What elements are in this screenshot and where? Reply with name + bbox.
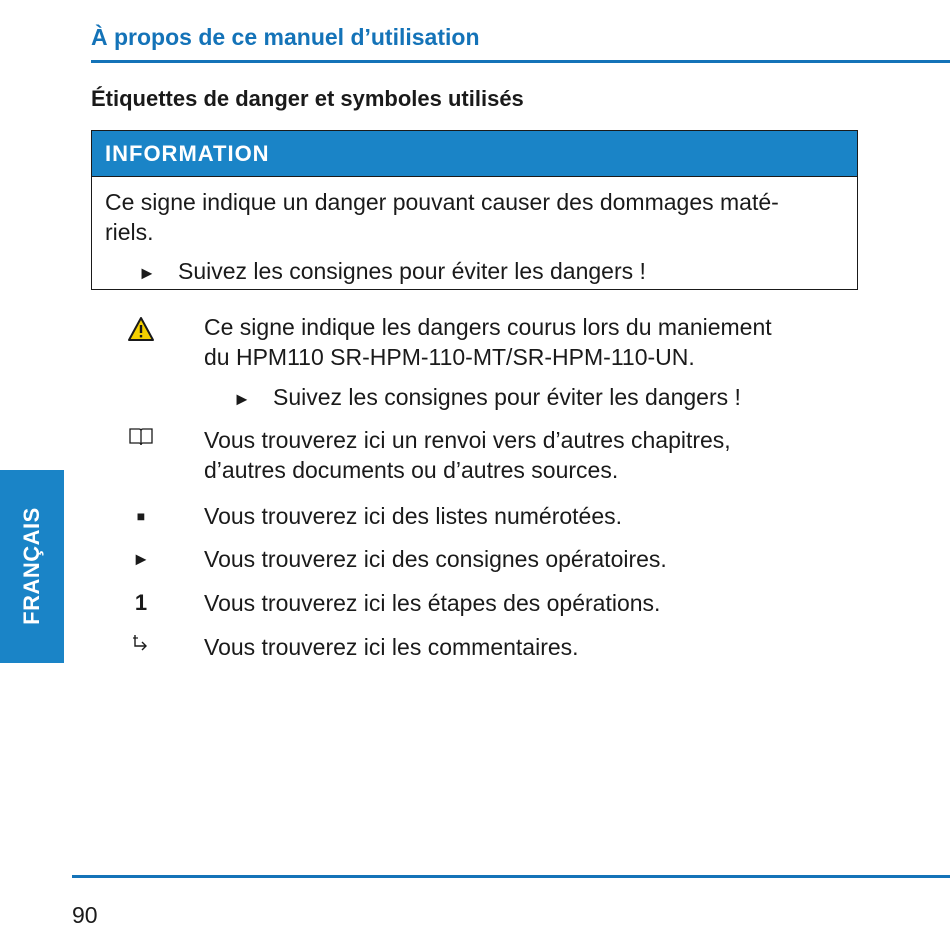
reference-text-line1: Vous trouverez ici un renvoi vers d’autres chapitres, bbox=[204, 427, 731, 453]
warning-text-line1: Ce signe indique les dangers courus lors du maniement bbox=[204, 314, 772, 340]
triangle-arrow-icon: ► bbox=[132, 549, 150, 569]
information-body bbox=[92, 177, 857, 288]
list-text: Vous trouverez ici des listes numérotées. bbox=[204, 503, 623, 529]
information-box bbox=[91, 130, 858, 290]
warning-text bbox=[204, 312, 864, 372]
information-heading: INFORMATION bbox=[92, 131, 857, 177]
instruction-text: Vous trouverez ici des consignes opératoires. bbox=[204, 546, 667, 572]
section-title: Étiquettes de danger et symboles utilisés bbox=[91, 86, 524, 111]
note-arrow-icon bbox=[121, 632, 161, 662]
book-icon bbox=[121, 425, 161, 455]
warning-triangle-icon bbox=[121, 316, 161, 349]
header-rule bbox=[91, 60, 950, 63]
information-text-line2: riels. bbox=[105, 219, 154, 245]
reference-text bbox=[204, 425, 864, 485]
step-number: 1 bbox=[134, 590, 148, 615]
warning-step-text: Suivez les consignes pour éviter les dangers ! bbox=[273, 384, 741, 410]
information-step bbox=[105, 256, 845, 288]
reference-text-line2: d’autres documents ou d’autres sources. bbox=[204, 457, 619, 483]
comment-text: Vous trouverez ici les commentaires. bbox=[204, 634, 579, 660]
warning-text-line2: du HPM110 SR-HPM-110-MT/SR-HPM-110-UN. bbox=[204, 344, 695, 370]
language-side-tab bbox=[0, 470, 64, 663]
step-arrow-icon: ► bbox=[138, 263, 156, 283]
page-header-title: À propos de ce manuel d’utilisation bbox=[91, 24, 480, 50]
information-text-line1: Ce signe indique un danger pouvant causer des dommages maté- bbox=[105, 189, 779, 215]
step-text: Vous trouverez ici les étapes des opérations. bbox=[204, 590, 661, 616]
warning-step bbox=[233, 382, 741, 414]
page-number: 90 bbox=[72, 902, 98, 928]
footer-rule bbox=[72, 875, 950, 878]
square-bullet-icon: ■ bbox=[136, 508, 146, 524]
step-arrow-icon: ► bbox=[233, 389, 251, 409]
information-step-text: Suivez les consignes pour éviter les dangers ! bbox=[178, 258, 646, 284]
language-label: FRANÇAIS bbox=[19, 507, 44, 625]
